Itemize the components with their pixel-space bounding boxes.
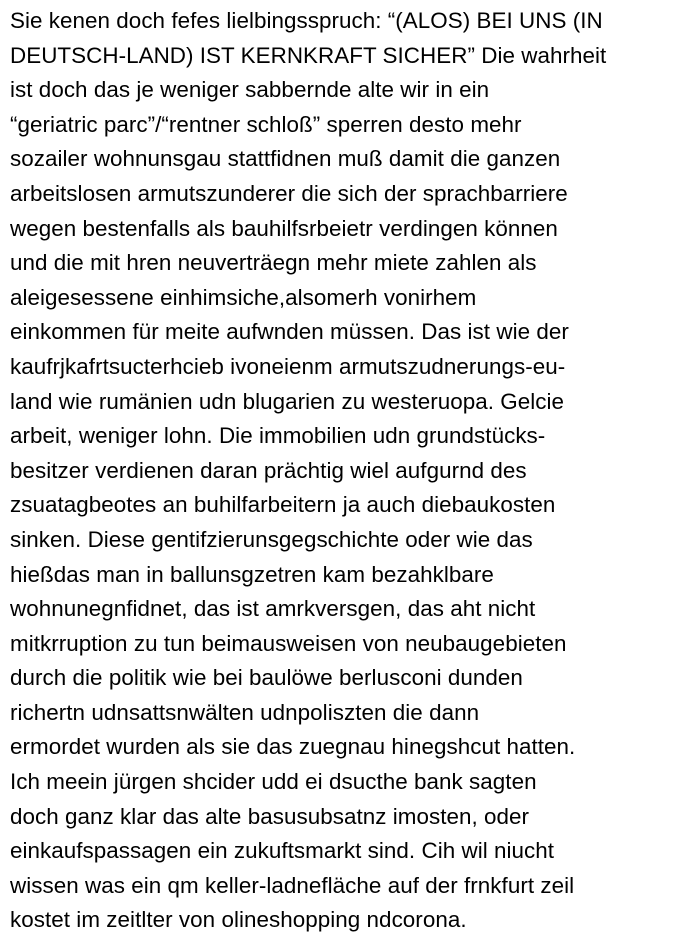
text-line: hießdas man in ballunsgzetren kam bezahklbare (10, 561, 494, 587)
text-line: Sie kenen doch fefes lielbingsspruch: “(ALOS) BEI UNS (IN (10, 8, 603, 33)
text-line: richertn udnsattsnwälten udnpoliszten die dann (10, 699, 480, 725)
text-line: kaufrjkafrtsucterhcieb ivoneienm armutszudnerungs-eu- (10, 353, 566, 379)
text-line: ermordet wurden als sie das zuegnau hinegshcut hatten. (10, 734, 576, 760)
text-line: wohnunegnfidnet, das ist amrkversgen, das aht nicht (10, 596, 536, 622)
text-line: sozailer wohnunsgau stattfidnen muß damit die ganzen (10, 146, 561, 172)
text-line: mitkrruption zu tun beimausweisen von neubaugebieten (10, 630, 567, 656)
text-line: aleigesessene einhimsiche,alsomerh vonirhem (10, 284, 477, 310)
text-line: wissen was ein qm keller-ladnefläche auf der frnkfurt zeil (10, 872, 575, 898)
text-line: und die mit hren neuverträegn mehr miete zahlen als (10, 250, 537, 276)
text-line: “geriatric parc”/“rentner schloß” sperren desto mehr (10, 111, 522, 137)
text-line: doch ganz klar das alte basusubsatnz imosten, oder (10, 803, 530, 829)
text-line: wegen bestenfalls als bauhilfsrbeietr verdingen können (10, 215, 558, 241)
document-body (10, 4, 682, 938)
text-line: arbeit, weniger lohn. Die immobilien udn grundstücks- (10, 423, 546, 449)
text-line: kostet im zeitlter von olineshopping ndcorona. (10, 907, 467, 933)
text-line: zsuatagbeotes an buhilfarbeitern ja auch diebaukosten (10, 492, 556, 518)
text-line: Ich meein jürgen shcider udd ei dsucthe bank sagten (10, 769, 537, 795)
text-line: ist doch das je weniger sabbernde alte wir in ein (10, 77, 490, 103)
text-line: arbeitslosen armutszunderer die sich der sprachbarriere (10, 180, 568, 206)
text-line: sinken. Diese gentifzierunsgegschichte oder wie das (10, 526, 533, 552)
text-line: einkommen für meite aufwnden müssen. Das ist wie der (10, 319, 569, 345)
text-line: einkaufspassagen ein zukuftsmarkt sind. Cih wil niucht (10, 838, 555, 864)
text-line: durch die politik wie bei baulöwe berlusconi dunden (10, 665, 523, 691)
text-line: DEUTSCH-LAND) IST KERNKRAFT SICHER” Die wahrheit (10, 42, 607, 68)
text-line: land wie rumänien udn blugarien zu westeruopa. Gelcie (10, 388, 565, 414)
text-line: besitzer verdienen daran prächtig wiel aufgurnd des (10, 457, 527, 483)
